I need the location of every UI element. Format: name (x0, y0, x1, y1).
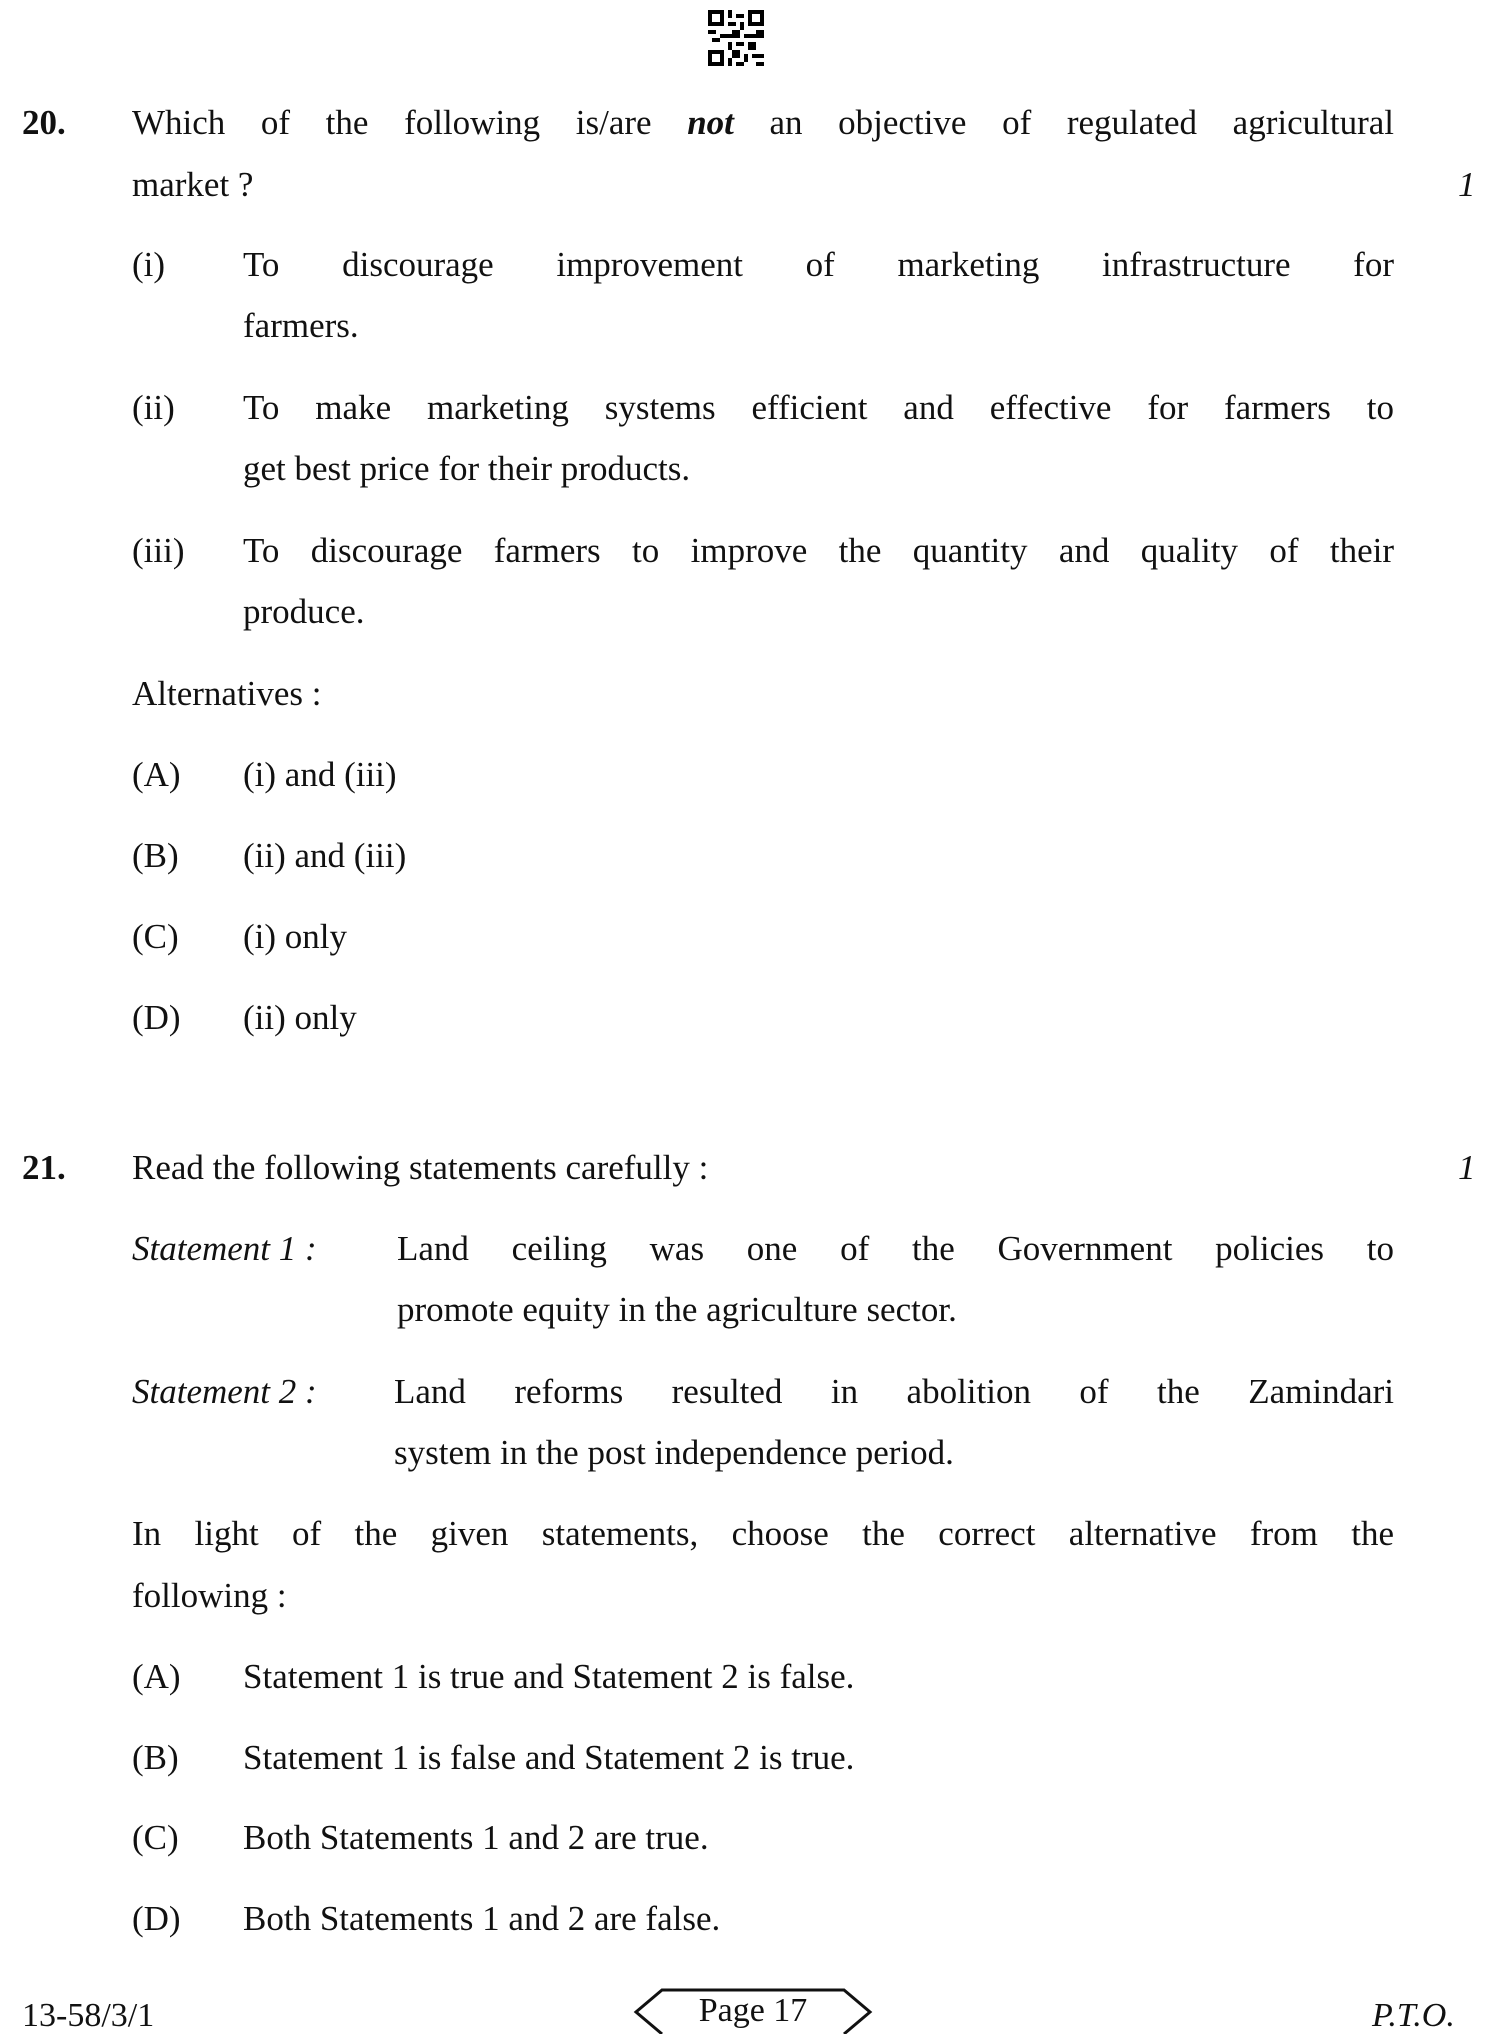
option-text: Both Statements 1 and 2 are false. (243, 1899, 721, 1938)
page-number-badge (632, 1988, 874, 2034)
statement-text-continued: get best price for their products. (243, 449, 691, 488)
question-number: 21. (22, 1148, 66, 1187)
option-label: (A) (132, 1657, 181, 1696)
option-text: (i) only (243, 917, 348, 956)
statement-label: (i) (132, 245, 166, 284)
option-text: (ii) and (iii) (243, 836, 407, 875)
option-text: (i) and (iii) (243, 755, 397, 794)
stem-text: an objective of regulated agricultural (733, 103, 1394, 142)
alternatives-heading: Alternatives : (132, 674, 322, 713)
paper-code: 13-58/3/1 (22, 1997, 155, 2034)
question-stem: Read the following statements carefully : (132, 1148, 709, 1187)
statement-text: Land ceiling was one of the Government policies to (397, 1229, 1394, 1268)
option-label: (C) (132, 917, 179, 956)
option-text: (ii) only (243, 998, 357, 1037)
statement-text: To discourage improvement of marketing infrastructure for (243, 245, 1394, 284)
statement-text: To discourage farmers to improve the quantity and quality of their (243, 531, 1394, 570)
question-stem-continued: market ? (132, 165, 254, 204)
option-text: Statement 1 is false and Statement 2 is true. (243, 1738, 855, 1777)
statement-text-continued: produce. (243, 592, 365, 631)
pto-label: P.T.O. (1372, 1997, 1455, 2034)
option-label: (A) (132, 755, 181, 794)
statement-label: (iii) (132, 531, 185, 570)
option-label: (D) (132, 1899, 181, 1938)
qr-code-icon (708, 10, 764, 66)
stem-text: Which of the following is/are (132, 103, 688, 142)
question-number: 20. (22, 103, 66, 142)
instruction-text-continued: following : (132, 1576, 287, 1615)
page-number: Page 17 (698, 1992, 808, 2029)
option-text: Both Statements 1 and 2 are true. (243, 1818, 709, 1857)
instruction-text: In light of the given statements, choose the correct alternative from the (132, 1514, 1394, 1553)
stem-emphasis: not (687, 103, 734, 142)
marks: 1 (1458, 165, 1476, 204)
statement-text: Land reforms resulted in abolition of the Zamindari (394, 1372, 1394, 1411)
marks: 1 (1458, 1148, 1476, 1187)
option-label: (C) (132, 1818, 179, 1857)
option-label: (B) (132, 836, 179, 875)
statement-text-continued: system in the post independence period. (394, 1433, 954, 1472)
statement-text-continued: promote equity in the agriculture sector. (397, 1290, 957, 1329)
statement-text-continued: farmers. (243, 306, 359, 345)
statement-label: (ii) (132, 388, 175, 427)
option-label: (D) (132, 998, 181, 1037)
option-label: (B) (132, 1738, 179, 1777)
option-text: Statement 1 is true and Statement 2 is false. (243, 1657, 855, 1696)
statement-label: Statement 1 : (132, 1229, 317, 1268)
question-stem (132, 103, 1394, 143)
statement-label: Statement 2 : (132, 1372, 317, 1411)
statement-text: To make marketing systems efficient and effective for farmers to (243, 388, 1394, 427)
